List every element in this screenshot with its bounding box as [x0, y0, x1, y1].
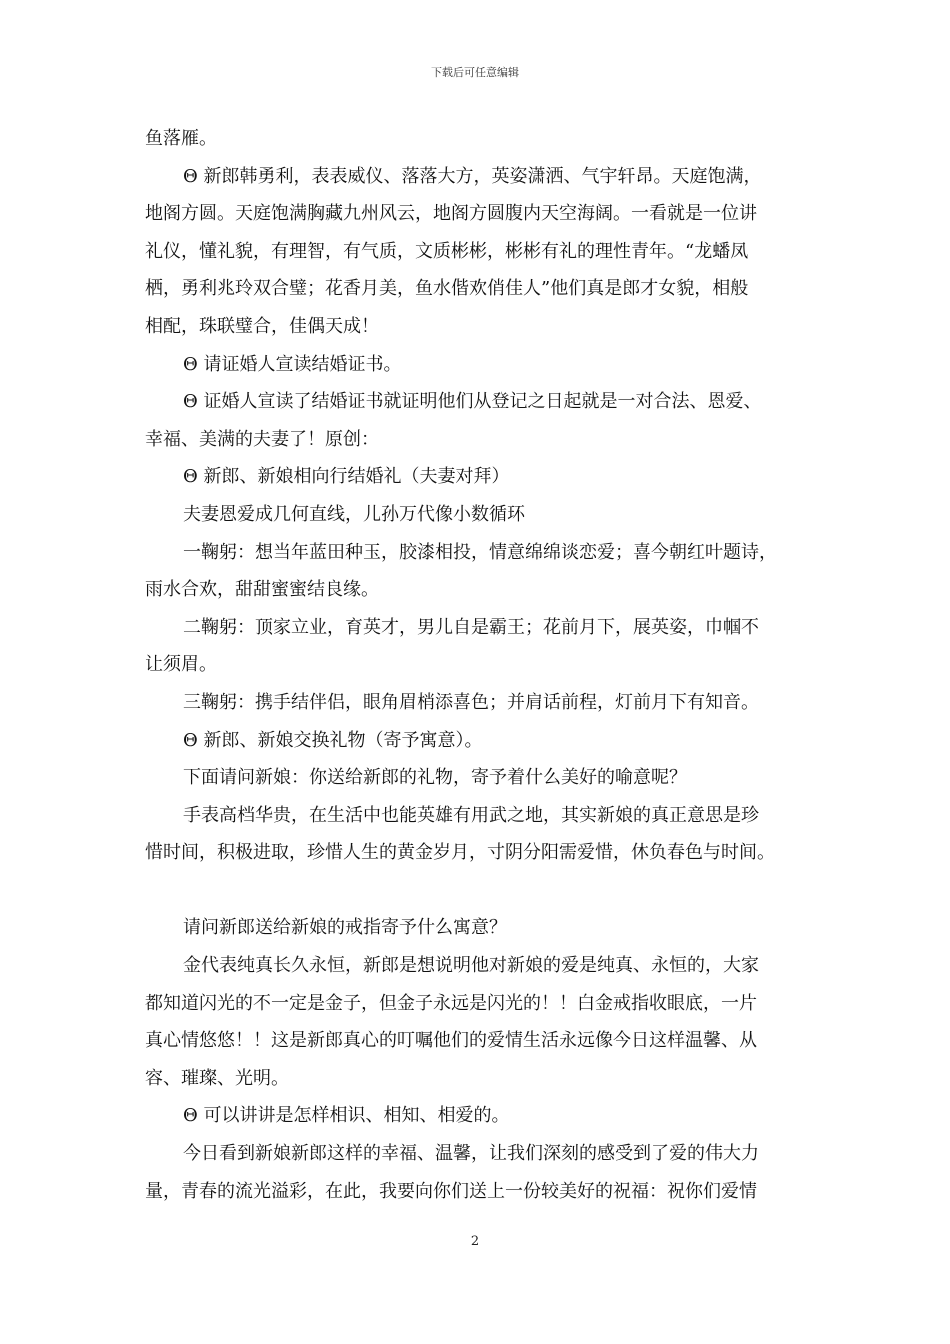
text-line: Θ 可以讲讲是怎样相识、相知、相爱的。 [183, 1105, 510, 1127]
text-line: 夫妻恩爱成几何直线，儿孙万代像小数循环 [183, 503, 525, 525]
text-line: 让须眉。 [145, 654, 217, 676]
text-line: 地阁方圆。天庭饱满胸藏九州风云，地阁方圆腹内天空海阔。一看就是一位讲 [145, 203, 757, 225]
text-line: 雨水合欢，甜甜蜜蜜结良缘。 [145, 579, 379, 601]
text-line: 真心情悠悠！！这是新郎真心的叮嘱他们的爱情生活永远像今日这样温馨、从 [145, 1030, 757, 1052]
text-line: 金代表纯真长久永恒，新郎是想说明他对新娘的爱是纯真、永恒的，大家 [183, 955, 759, 977]
text-line: 都知道闪光的不一定是金子，但金子永远是闪光的！！白金戒指收眼底，一片 [145, 992, 757, 1014]
text-line: 手表高档华贵，在生活中也能英雄有用武之地，其实新娘的真正意思是珍 [183, 804, 759, 826]
text-line: 今日看到新娘新郎这样的幸福、温馨，让我们深刻的感受到了爱的伟大力 [183, 1143, 759, 1165]
document-body [145, 120, 810, 1210]
blank-line [145, 872, 810, 910]
text-line: 请问新郎送给新娘的戒指寄予什么寓意？ [183, 917, 507, 939]
text-line: 鱼落雁。 [145, 128, 217, 149]
text-line: 三鞠躬：携手结伴侣，眼角眉梢添喜色；并肩话前程，灯前月下有知音。 [183, 691, 759, 713]
text-line: 礼仪，懂礼貌，有理智，有气质，文质彬彬，彬彬有礼的理性青年。“龙蟠凤 [145, 240, 749, 262]
text-line: 幸福、美满的夫妻了！原创： [145, 428, 379, 450]
text-line: 量，青春的流光溢彩，在此，我要向你们送上一份较美好的祝福：祝你们爱情 [145, 1180, 757, 1202]
text-line: 一鞠躬：想当年蓝田种玉，胶漆相投，情意绵绵谈恋爱；喜今朝红叶题诗， [183, 541, 777, 563]
text-line: 二鞠躬：顶家立业，育英才，男儿自是霸王；花前月下，展英姿，巾帼不 [183, 616, 759, 638]
page-header: 下载后可任意编辑 [431, 66, 519, 79]
text-line: 容、璀璨、光明。 [145, 1067, 289, 1089]
text-line: 相配，珠联璧合，佳偶天成！ [145, 315, 379, 337]
text-line: Θ 证婚人宣读了结婚证书就证明他们从登记之日起就是一对合法、恩爱、 [183, 391, 762, 413]
text-line: 下面请问新娘：你送给新郎的礼物，寄予着什么美好的喻意呢？ [183, 767, 687, 789]
text-line: Θ 新郎、新娘相向行结婚礼（夫妻对拜） [183, 466, 510, 488]
text-line: Θ 请证婚人宣读结婚证书。 [183, 353, 402, 375]
text-line: Θ 新郎、新娘交换礼物（寄予寓意）。 [183, 729, 483, 751]
text-line: 惜时间，积极进取，珍惜人生的黄金岁月，寸阴分阳需爱惜，休负春色与时间。 [145, 842, 775, 864]
text-line: Θ 新郎韩勇利，表表威仪、落落大方，英姿潇洒、气宇轩昂。天庭饱满， [183, 165, 762, 187]
page-number: 2 [470, 1234, 480, 1249]
text-line: 栖，勇利兆玲双合璧；花香月美，鱼水偕欢俏佳人”他们真是郎才女貌，相般 [145, 278, 749, 300]
